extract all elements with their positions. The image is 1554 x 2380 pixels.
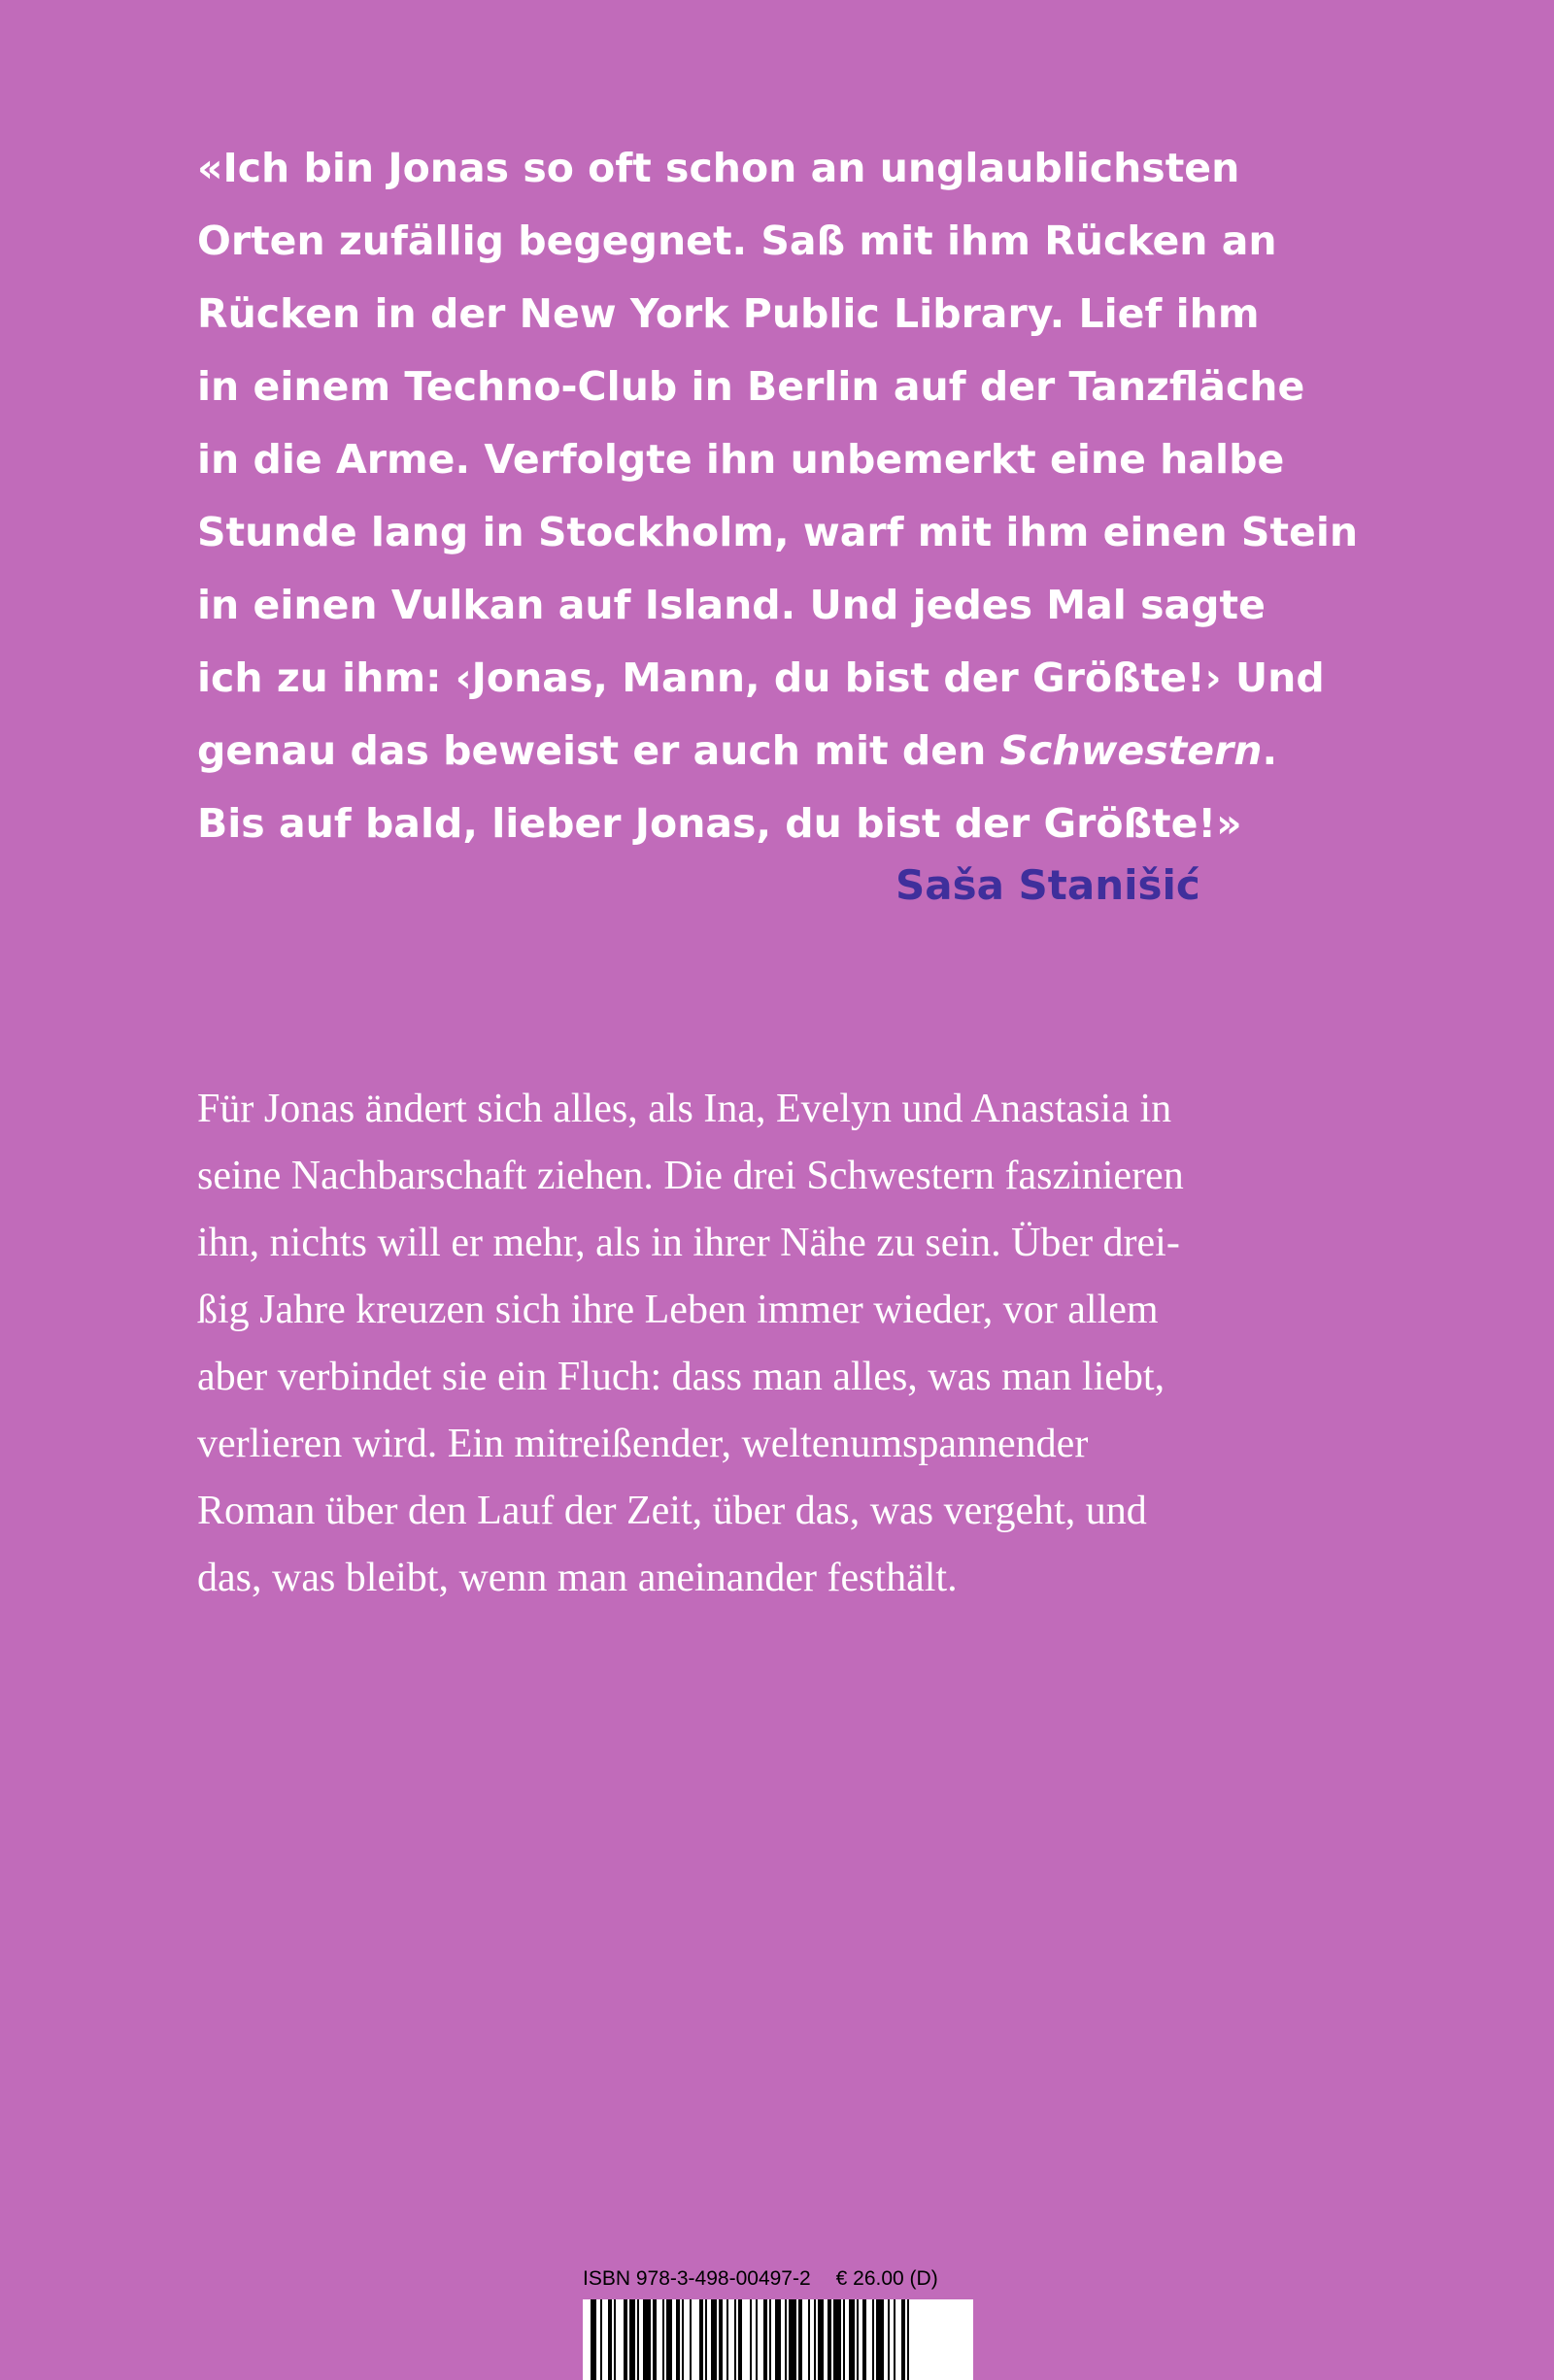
barcode-bar (872, 2299, 874, 2380)
isbn-number: ISBN 978-3-498-00497-2 (583, 2267, 811, 2290)
barcode-bar (690, 2299, 692, 2380)
barcode-bar (666, 2299, 672, 2380)
barcode-bar (769, 2299, 771, 2380)
barcode-bar (818, 2299, 824, 2380)
quote-line: «Ich bin Jonas so oft schon an unglaublichsten (197, 145, 1240, 191)
barcode-bar (843, 2299, 845, 2380)
barcode-bar (719, 2299, 723, 2380)
barcode-bar (808, 2299, 810, 2380)
blurb-line: aber verbindet sie ein Fluch: dass man alles, was man liebt, (197, 1355, 1166, 1399)
blurb-line: Roman über den Lauf der Zeit, über das, was vergeht, und (197, 1489, 1147, 1533)
barcode-bar (699, 2299, 703, 2380)
barcode-bar (901, 2299, 905, 2380)
blurb-line: das, was bleibt, wenn man aneinander festhält. (197, 1556, 958, 1600)
blurb-line: Für Jonas ändert sich alles, als Ina, Evelyn und Anastasia in (197, 1087, 1172, 1131)
barcode-bar (653, 2299, 657, 2380)
barcode-bar (726, 2299, 728, 2380)
blurb-line: verlieren wird. Ein mitreißender, weltenumspannender (197, 1422, 1089, 1466)
barcode-bar (750, 2299, 752, 2380)
quote-author: Saša Stanišić (895, 861, 1200, 909)
barcode-bar (682, 2299, 684, 2380)
barcode-bar (676, 2299, 680, 2380)
barcode-bar (888, 2299, 890, 2380)
quote-line: Orten zufällig begegnet. Saß mit ihm Rücken an (197, 218, 1277, 264)
barcode-bar (857, 2299, 859, 2380)
barcode-bar (705, 2299, 707, 2380)
barcode-bar (763, 2299, 767, 2380)
barcode-bar (711, 2299, 717, 2380)
barcode-bar (591, 2299, 596, 2380)
barcode-bar (907, 2299, 909, 2380)
barcode (583, 2299, 973, 2380)
barcode-icon (583, 2299, 973, 2380)
barcode-bar (734, 2299, 736, 2380)
barcode-bar (775, 2299, 781, 2380)
blurb-line: ihn, nichts will er mehr, als in ihrer Nähe zu sein. Über drei- (197, 1221, 1180, 1265)
barcode-bar (738, 2299, 742, 2380)
isbn-price-row (583, 2264, 991, 2294)
barcode-bar (894, 2299, 895, 2380)
blurb-line: ßig Jahre kreuzen sich ihre Leben immer wieder, vor allem (197, 1288, 1159, 1332)
barcode-bar (756, 2299, 758, 2380)
book-title-italic: Schwestern (999, 727, 1263, 774)
endorsement-quote (197, 132, 1363, 860)
barcode-bar (608, 2299, 612, 2380)
barcode-bar (876, 2299, 884, 2380)
barcode-bar (862, 2299, 866, 2380)
barcode-bar (814, 2299, 816, 2380)
barcode-bar (600, 2299, 602, 2380)
quote-line: in die Arme. Verfolgte ihn unbemerkt eine halbe (197, 436, 1285, 483)
quote-line: Bis auf bald, lieber Jonas, du bist der Größte!» (197, 800, 1242, 847)
quote-line-text: . (1262, 727, 1278, 774)
barcode-bar (833, 2299, 841, 2380)
barcode-bar (643, 2299, 651, 2380)
barcode-bar (789, 2299, 796, 2380)
quote-line-text: genau das beweist er auch mit den (197, 727, 1000, 774)
book-blurb (197, 1076, 1411, 1612)
quote-line: Stunde lang in Stockholm, warf mit ihm einen Stein (197, 509, 1359, 555)
quote-line: in einem Techno-Club in Berlin auf der Tanzfläche (197, 363, 1305, 410)
quote-line: ich zu ihm: ‹Jonas, Mann, du bist der Größte!› Und (197, 654, 1325, 701)
barcode-bar (629, 2299, 635, 2380)
blurb-line: seine Nachbarschaft ziehen. Die drei Schwestern faszinieren (197, 1154, 1184, 1198)
barcode-bar (662, 2299, 664, 2380)
barcode-bar (828, 2299, 831, 2380)
barcode-bar (849, 2299, 855, 2380)
barcode-bar (614, 2299, 616, 2380)
barcode-bar (785, 2299, 787, 2380)
price-label: € 26.00 (D) (835, 2267, 938, 2290)
barcode-bar (624, 2299, 627, 2380)
quote-line (197, 715, 1363, 788)
quote-line: Rücken in der New York Public Library. Lief ihm (197, 290, 1260, 337)
quote-line: in einen Vulkan auf Island. Und jedes Mal sagte (197, 582, 1266, 628)
barcode-bar (637, 2299, 639, 2380)
barcode-bar (798, 2299, 802, 2380)
